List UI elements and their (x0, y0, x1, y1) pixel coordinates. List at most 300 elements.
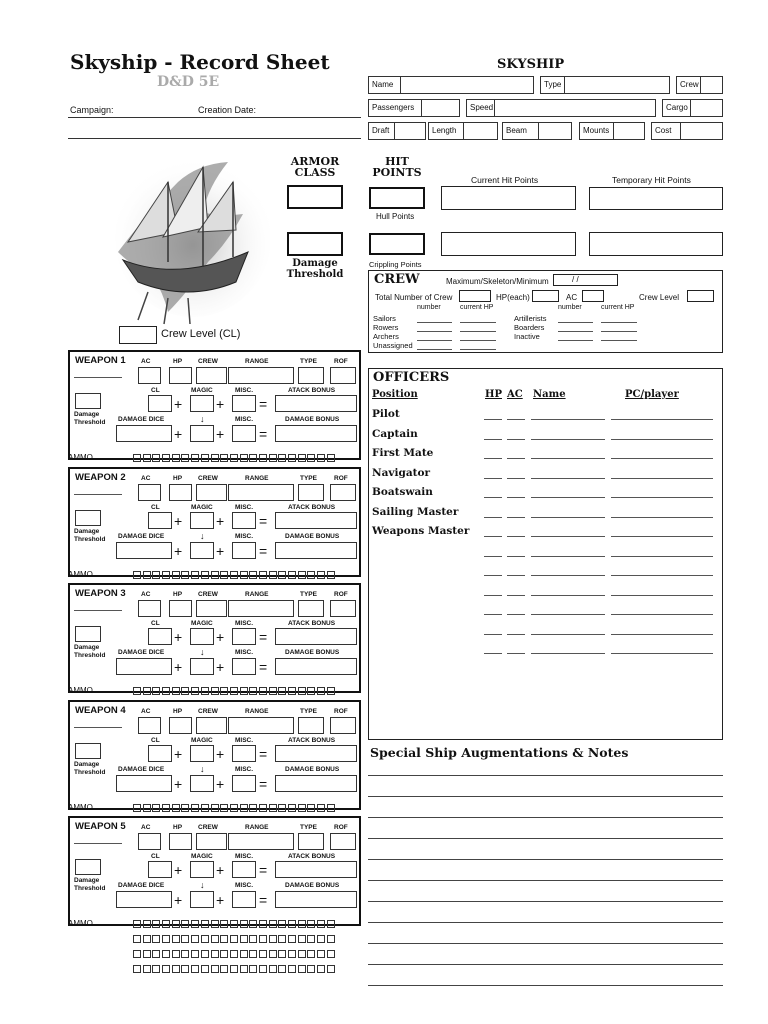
officer-hp-line[interactable] (484, 556, 502, 557)
weapon-damage-threshold-box[interactable] (75, 393, 101, 409)
weapon-damage-component-box[interactable] (232, 425, 256, 442)
ammo-checkbox[interactable] (172, 935, 180, 943)
ammo-checkbox[interactable] (298, 965, 306, 973)
ammo-checkbox[interactable] (317, 965, 325, 973)
mounts-value[interactable] (613, 122, 645, 140)
ammo-checkbox[interactable] (298, 454, 306, 462)
ammo-checkbox[interactable] (201, 935, 209, 943)
officer-name-line[interactable] (531, 653, 605, 654)
campaign-line[interactable] (68, 117, 361, 118)
ammo-checkbox[interactable] (317, 454, 325, 462)
weapon-damage-dice-box[interactable] (116, 891, 172, 908)
officer-hp-line[interactable] (484, 536, 502, 537)
weapon-damage-component-box[interactable] (190, 542, 214, 559)
ammo-checkbox[interactable] (327, 687, 335, 695)
officer-hp-line[interactable] (484, 575, 502, 576)
ammo-checkbox[interactable] (162, 965, 170, 973)
weapon-name-line[interactable] (74, 494, 122, 495)
ammo-checkbox[interactable] (327, 804, 335, 812)
weapon-stat-box[interactable] (169, 600, 192, 617)
ammo-checkbox[interactable] (307, 920, 315, 928)
notes-line[interactable] (368, 922, 723, 923)
ammo-checkbox[interactable] (181, 454, 189, 462)
ammo-checkbox[interactable] (327, 950, 335, 958)
officer-pc-line[interactable] (611, 653, 713, 654)
ammo-checkbox[interactable] (191, 804, 199, 812)
weapon-damage-component-box[interactable] (232, 542, 256, 559)
weapon-stat-box[interactable] (196, 367, 227, 384)
weapon-damage-component-box[interactable] (190, 775, 214, 792)
officer-ac-line[interactable] (507, 497, 525, 498)
weapon-damage-threshold-box[interactable] (75, 510, 101, 526)
weapon-stat-box[interactable] (196, 600, 227, 617)
crew-row-hp-line[interactable] (460, 322, 496, 323)
ammo-checkbox[interactable] (230, 920, 238, 928)
weapon-damage-dice-box[interactable] (116, 658, 172, 675)
weapon-stat-box[interactable] (138, 833, 161, 850)
beam-value[interactable] (538, 122, 572, 140)
weapon-stat-box[interactable] (298, 367, 324, 384)
ammo-checkbox[interactable] (181, 687, 189, 695)
ammo-checkbox[interactable] (269, 920, 277, 928)
ammo-checkbox[interactable] (249, 454, 257, 462)
ammo-checkbox[interactable] (259, 935, 267, 943)
ammo-checkbox[interactable] (278, 454, 286, 462)
ammo-checkbox[interactable] (259, 571, 267, 579)
ammo-checkbox[interactable] (259, 687, 267, 695)
ammo-checkbox[interactable] (317, 935, 325, 943)
ammo-checkbox[interactable] (278, 965, 286, 973)
crew-row-hp-line[interactable] (460, 349, 496, 350)
officer-pc-line[interactable] (611, 634, 713, 635)
ammo-checkbox[interactable] (133, 804, 141, 812)
crew-row-hp-line[interactable] (460, 331, 496, 332)
notes-line[interactable] (368, 775, 723, 776)
ammo-checkbox[interactable] (133, 935, 141, 943)
weapon-damage-bonus-box[interactable] (275, 775, 357, 792)
ammo-checkbox[interactable] (307, 935, 315, 943)
ammo-checkbox[interactable] (201, 965, 209, 973)
ammo-checkbox[interactable] (201, 571, 209, 579)
ammo-checkbox[interactable] (259, 965, 267, 973)
ammo-checkbox[interactable] (249, 965, 257, 973)
ammo-checkbox[interactable] (162, 571, 170, 579)
weapon-stat-box[interactable] (298, 484, 324, 501)
weapon-name-line[interactable] (74, 843, 122, 844)
crew-level-small-box[interactable] (687, 290, 714, 302)
crew-max-box[interactable] (553, 274, 618, 286)
crew-row-number-line[interactable] (417, 322, 452, 323)
ammo-checkbox[interactable] (230, 571, 238, 579)
crew-row-hp-line[interactable] (601, 331, 637, 332)
officer-ac-line[interactable] (507, 614, 525, 615)
ammo-checkbox[interactable] (220, 804, 228, 812)
ammo-checkbox[interactable] (249, 804, 257, 812)
ammo-checkbox[interactable] (172, 571, 180, 579)
officer-ac-line[interactable] (507, 556, 525, 557)
ammo-checkbox[interactable] (220, 920, 228, 928)
officer-ac-line[interactable] (507, 419, 525, 420)
weapon-attack-bonus-box[interactable] (275, 512, 357, 529)
ammo-checkbox[interactable] (143, 920, 151, 928)
officer-name-line[interactable] (531, 634, 605, 635)
officer-hp-line[interactable] (484, 634, 502, 635)
weapon-stat-box[interactable] (298, 833, 324, 850)
ammo-checkbox[interactable] (240, 687, 248, 695)
weapon-attack-component-box[interactable] (148, 628, 172, 645)
ammo-checkbox[interactable] (201, 920, 209, 928)
ammo-checkbox[interactable] (152, 965, 160, 973)
weapon-damage-component-box[interactable] (232, 775, 256, 792)
weapon-attack-component-box[interactable] (148, 395, 172, 412)
weapon-stat-box[interactable] (169, 484, 192, 501)
ammo-checkbox[interactable] (152, 950, 160, 958)
ammo-checkbox[interactable] (172, 950, 180, 958)
crew-row-number-line[interactable] (417, 340, 452, 341)
ammo-checkbox[interactable] (298, 935, 306, 943)
weapon-attack-component-box[interactable] (190, 745, 214, 762)
weapon-attack-bonus-box[interactable] (275, 395, 357, 412)
ammo-checkbox[interactable] (143, 687, 151, 695)
ammo-checkbox[interactable] (298, 571, 306, 579)
ammo-checkbox[interactable] (220, 687, 228, 695)
ammo-checkbox[interactable] (259, 804, 267, 812)
ammo-checkbox[interactable] (288, 965, 296, 973)
ammo-checkbox[interactable] (143, 950, 151, 958)
current-hp-box[interactable] (441, 186, 576, 210)
ammo-checkbox[interactable] (298, 920, 306, 928)
ammo-checkbox[interactable] (211, 454, 219, 462)
ammo-checkbox[interactable] (307, 950, 315, 958)
weapon-stat-box[interactable] (169, 833, 192, 850)
ammo-checkbox[interactable] (230, 454, 238, 462)
ammo-checkbox[interactable] (278, 935, 286, 943)
ammo-checkbox[interactable] (249, 687, 257, 695)
armor-class-box[interactable] (287, 185, 343, 209)
ammo-checkbox[interactable] (259, 950, 267, 958)
weapon-attack-component-box[interactable] (232, 512, 256, 529)
ammo-checkbox[interactable] (269, 687, 277, 695)
weapon-attack-component-box[interactable] (148, 861, 172, 878)
officer-ac-line[interactable] (507, 478, 525, 479)
crippling-points-box[interactable] (369, 233, 425, 255)
ammo-checkbox[interactable] (269, 571, 277, 579)
ammo-checkbox[interactable] (162, 920, 170, 928)
ammo-checkbox[interactable] (240, 965, 248, 973)
ammo-checkbox[interactable] (152, 454, 160, 462)
notes-line[interactable] (368, 817, 723, 818)
ammo-checkbox[interactable] (298, 950, 306, 958)
ammo-checkbox[interactable] (211, 804, 219, 812)
ammo-checkbox[interactable] (307, 965, 315, 973)
weapon-stat-box[interactable] (228, 367, 294, 384)
officer-pc-line[interactable] (611, 458, 713, 459)
ammo-checkbox[interactable] (211, 920, 219, 928)
ammo-checkbox[interactable] (288, 804, 296, 812)
ammo-checkbox[interactable] (307, 804, 315, 812)
weapon-damage-component-box[interactable] (190, 425, 214, 442)
officer-pc-line[interactable] (611, 595, 713, 596)
ammo-checkbox[interactable] (298, 804, 306, 812)
weapon-damage-component-box[interactable] (232, 891, 256, 908)
officer-pc-line[interactable] (611, 439, 713, 440)
weapon-stat-box[interactable] (228, 600, 294, 617)
hull-points-box[interactable] (369, 187, 425, 209)
officer-hp-line[interactable] (484, 595, 502, 596)
cost-value[interactable] (680, 122, 723, 140)
ammo-checkbox[interactable] (249, 920, 257, 928)
weapon-damage-component-box[interactable] (232, 658, 256, 675)
crew-hp-each-box[interactable] (532, 290, 559, 302)
officer-name-line[interactable] (531, 439, 605, 440)
ammo-checkbox[interactable] (307, 687, 315, 695)
ammo-checkbox[interactable] (211, 687, 219, 695)
ammo-checkbox[interactable] (201, 687, 209, 695)
weapon-damage-bonus-box[interactable] (275, 891, 357, 908)
ammo-checkbox[interactable] (317, 920, 325, 928)
ammo-checkbox[interactable] (181, 935, 189, 943)
weapon-attack-component-box[interactable] (232, 745, 256, 762)
cargo-value[interactable] (690, 99, 723, 117)
officer-hp-line[interactable] (484, 458, 502, 459)
weapon-stat-box[interactable] (330, 367, 356, 384)
ammo-checkbox[interactable] (249, 950, 257, 958)
ammo-checkbox[interactable] (327, 920, 335, 928)
weapon-attack-bonus-box[interactable] (275, 628, 357, 645)
weapon-attack-component-box[interactable] (148, 512, 172, 529)
ammo-checkbox[interactable] (172, 965, 180, 973)
ammo-checkbox[interactable] (317, 571, 325, 579)
officer-hp-line[interactable] (484, 614, 502, 615)
crew-level-box[interactable] (119, 326, 157, 344)
ammo-checkbox[interactable] (259, 920, 267, 928)
officer-pc-line[interactable] (611, 556, 713, 557)
speed-value[interactable] (494, 99, 656, 117)
weapon-stat-box[interactable] (196, 717, 227, 734)
ammo-checkbox[interactable] (152, 920, 160, 928)
ammo-checkbox[interactable] (230, 950, 238, 958)
ammo-checkbox[interactable] (307, 454, 315, 462)
weapon-damage-bonus-box[interactable] (275, 425, 357, 442)
ammo-checkbox[interactable] (152, 571, 160, 579)
weapon-stat-box[interactable] (196, 484, 227, 501)
weapon-damage-component-box[interactable] (190, 891, 214, 908)
ammo-checkbox[interactable] (240, 454, 248, 462)
ammo-checkbox[interactable] (327, 935, 335, 943)
ammo-checkbox[interactable] (191, 687, 199, 695)
officer-name-line[interactable] (531, 458, 605, 459)
officer-name-line[interactable] (531, 536, 605, 537)
weapon-stat-box[interactable] (138, 717, 161, 734)
crew-row-number-line[interactable] (558, 322, 593, 323)
officer-ac-line[interactable] (507, 439, 525, 440)
ammo-checkbox[interactable] (220, 935, 228, 943)
ammo-checkbox[interactable] (143, 454, 151, 462)
name-value[interactable] (400, 76, 534, 94)
ammo-checkbox[interactable] (220, 965, 228, 973)
weapon-attack-component-box[interactable] (148, 745, 172, 762)
weapon-name-line[interactable] (74, 610, 122, 611)
ammo-checkbox[interactable] (240, 571, 248, 579)
ammo-checkbox[interactable] (152, 935, 160, 943)
weapon-stat-box[interactable] (298, 600, 324, 617)
officer-name-line[interactable] (531, 595, 605, 596)
weapon-damage-bonus-box[interactable] (275, 658, 357, 675)
ammo-checkbox[interactable] (230, 804, 238, 812)
ammo-checkbox[interactable] (143, 965, 151, 973)
crew-row-number-line[interactable] (558, 331, 593, 332)
officer-hp-line[interactable] (484, 439, 502, 440)
officer-name-line[interactable] (531, 419, 605, 420)
weapon-damage-threshold-box[interactable] (75, 859, 101, 875)
weapon-stat-box[interactable] (138, 600, 161, 617)
officer-ac-line[interactable] (507, 653, 525, 654)
ammo-checkbox[interactable] (191, 950, 199, 958)
ammo-checkbox[interactable] (317, 950, 325, 958)
officer-ac-line[interactable] (507, 517, 525, 518)
ammo-checkbox[interactable] (269, 804, 277, 812)
officer-hp-line[interactable] (484, 517, 502, 518)
ammo-checkbox[interactable] (191, 920, 199, 928)
weapon-name-line[interactable] (74, 377, 122, 378)
ammo-checkbox[interactable] (317, 687, 325, 695)
weapon-damage-bonus-box[interactable] (275, 542, 357, 559)
weapon-stat-box[interactable] (330, 484, 356, 501)
type-value[interactable] (564, 76, 670, 94)
crew-ac-box[interactable] (582, 290, 604, 302)
ammo-checkbox[interactable] (201, 454, 209, 462)
weapon-stat-box[interactable] (330, 833, 356, 850)
ammo-checkbox[interactable] (133, 950, 141, 958)
ammo-checkbox[interactable] (191, 454, 199, 462)
weapon-stat-box[interactable] (138, 367, 161, 384)
weapon-attack-component-box[interactable] (190, 395, 214, 412)
officer-hp-line[interactable] (484, 419, 502, 420)
ammo-checkbox[interactable] (162, 935, 170, 943)
ammo-checkbox[interactable] (230, 687, 238, 695)
officer-pc-line[interactable] (611, 536, 713, 537)
weapon-stat-box[interactable] (196, 833, 227, 850)
ammo-checkbox[interactable] (162, 804, 170, 812)
damage-threshold-box[interactable] (287, 232, 343, 256)
hp-extra-box-1[interactable] (441, 232, 576, 256)
crew-row-number-line[interactable] (417, 331, 452, 332)
ammo-checkbox[interactable] (327, 571, 335, 579)
weapon-attack-bonus-box[interactable] (275, 745, 357, 762)
ammo-checkbox[interactable] (240, 804, 248, 812)
ammo-checkbox[interactable] (288, 571, 296, 579)
officer-pc-line[interactable] (611, 419, 713, 420)
weapon-stat-box[interactable] (330, 600, 356, 617)
weapon-damage-dice-box[interactable] (116, 425, 172, 442)
weapon-attack-component-box[interactable] (232, 861, 256, 878)
ammo-checkbox[interactable] (211, 571, 219, 579)
notes-line[interactable] (368, 985, 723, 986)
officer-ac-line[interactable] (507, 595, 525, 596)
ammo-checkbox[interactable] (269, 935, 277, 943)
ammo-checkbox[interactable] (201, 804, 209, 812)
ammo-checkbox[interactable] (172, 804, 180, 812)
ammo-checkbox[interactable] (143, 804, 151, 812)
weapon-stat-box[interactable] (330, 717, 356, 734)
officer-pc-line[interactable] (611, 517, 713, 518)
officer-name-line[interactable] (531, 478, 605, 479)
ammo-checkbox[interactable] (278, 687, 286, 695)
ammo-checkbox[interactable] (172, 454, 180, 462)
ammo-checkbox[interactable] (269, 950, 277, 958)
officer-name-line[interactable] (531, 575, 605, 576)
ammo-checkbox[interactable] (181, 965, 189, 973)
notes-line[interactable] (368, 796, 723, 797)
ammo-checkbox[interactable] (327, 454, 335, 462)
weapon-stat-box[interactable] (298, 717, 324, 734)
ammo-checkbox[interactable] (327, 965, 335, 973)
officer-ac-line[interactable] (507, 458, 525, 459)
ammo-checkbox[interactable] (133, 687, 141, 695)
weapon-damage-dice-box[interactable] (116, 542, 172, 559)
weapon-stat-box[interactable] (228, 484, 294, 501)
ammo-checkbox[interactable] (249, 935, 257, 943)
crew-row-hp-line[interactable] (601, 340, 637, 341)
officer-pc-line[interactable] (611, 478, 713, 479)
ammo-checkbox[interactable] (181, 571, 189, 579)
ammo-checkbox[interactable] (240, 935, 248, 943)
notes-line[interactable] (368, 901, 723, 902)
draft-value[interactable] (394, 122, 426, 140)
crew-row-number-line[interactable] (558, 340, 593, 341)
officer-pc-line[interactable] (611, 575, 713, 576)
ammo-checkbox[interactable] (249, 571, 257, 579)
ammo-checkbox[interactable] (259, 454, 267, 462)
ammo-checkbox[interactable] (191, 571, 199, 579)
crew-row-hp-line[interactable] (460, 340, 496, 341)
notes-line[interactable] (368, 964, 723, 965)
ammo-checkbox[interactable] (162, 687, 170, 695)
length-value[interactable] (463, 122, 498, 140)
officer-hp-line[interactable] (484, 653, 502, 654)
weapon-attack-component-box[interactable] (190, 512, 214, 529)
weapon-damage-threshold-box[interactable] (75, 626, 101, 642)
ammo-checkbox[interactable] (162, 454, 170, 462)
weapon-damage-component-box[interactable] (190, 658, 214, 675)
crew-value[interactable] (700, 76, 723, 94)
ammo-checkbox[interactable] (288, 454, 296, 462)
weapon-stat-box[interactable] (228, 833, 294, 850)
officer-hp-line[interactable] (484, 478, 502, 479)
ammo-checkbox[interactable] (211, 950, 219, 958)
weapon-stat-box[interactable] (169, 717, 192, 734)
ammo-checkbox[interactable] (278, 920, 286, 928)
crew-row-hp-line[interactable] (601, 322, 637, 323)
weapon-damage-threshold-box[interactable] (75, 743, 101, 759)
weapon-attack-component-box[interactable] (190, 861, 214, 878)
weapon-damage-dice-box[interactable] (116, 775, 172, 792)
notes-line[interactable] (368, 943, 723, 944)
ammo-checkbox[interactable] (181, 950, 189, 958)
ammo-checkbox[interactable] (307, 571, 315, 579)
weapon-attack-component-box[interactable] (232, 628, 256, 645)
ammo-checkbox[interactable] (152, 804, 160, 812)
ammo-checkbox[interactable] (288, 950, 296, 958)
ammo-checkbox[interactable] (240, 920, 248, 928)
ammo-checkbox[interactable] (133, 920, 141, 928)
ammo-checkbox[interactable] (133, 571, 141, 579)
officer-name-line[interactable] (531, 517, 605, 518)
ammo-checkbox[interactable] (220, 571, 228, 579)
ammo-checkbox[interactable] (317, 804, 325, 812)
officer-pc-line[interactable] (611, 614, 713, 615)
officer-name-line[interactable] (531, 497, 605, 498)
